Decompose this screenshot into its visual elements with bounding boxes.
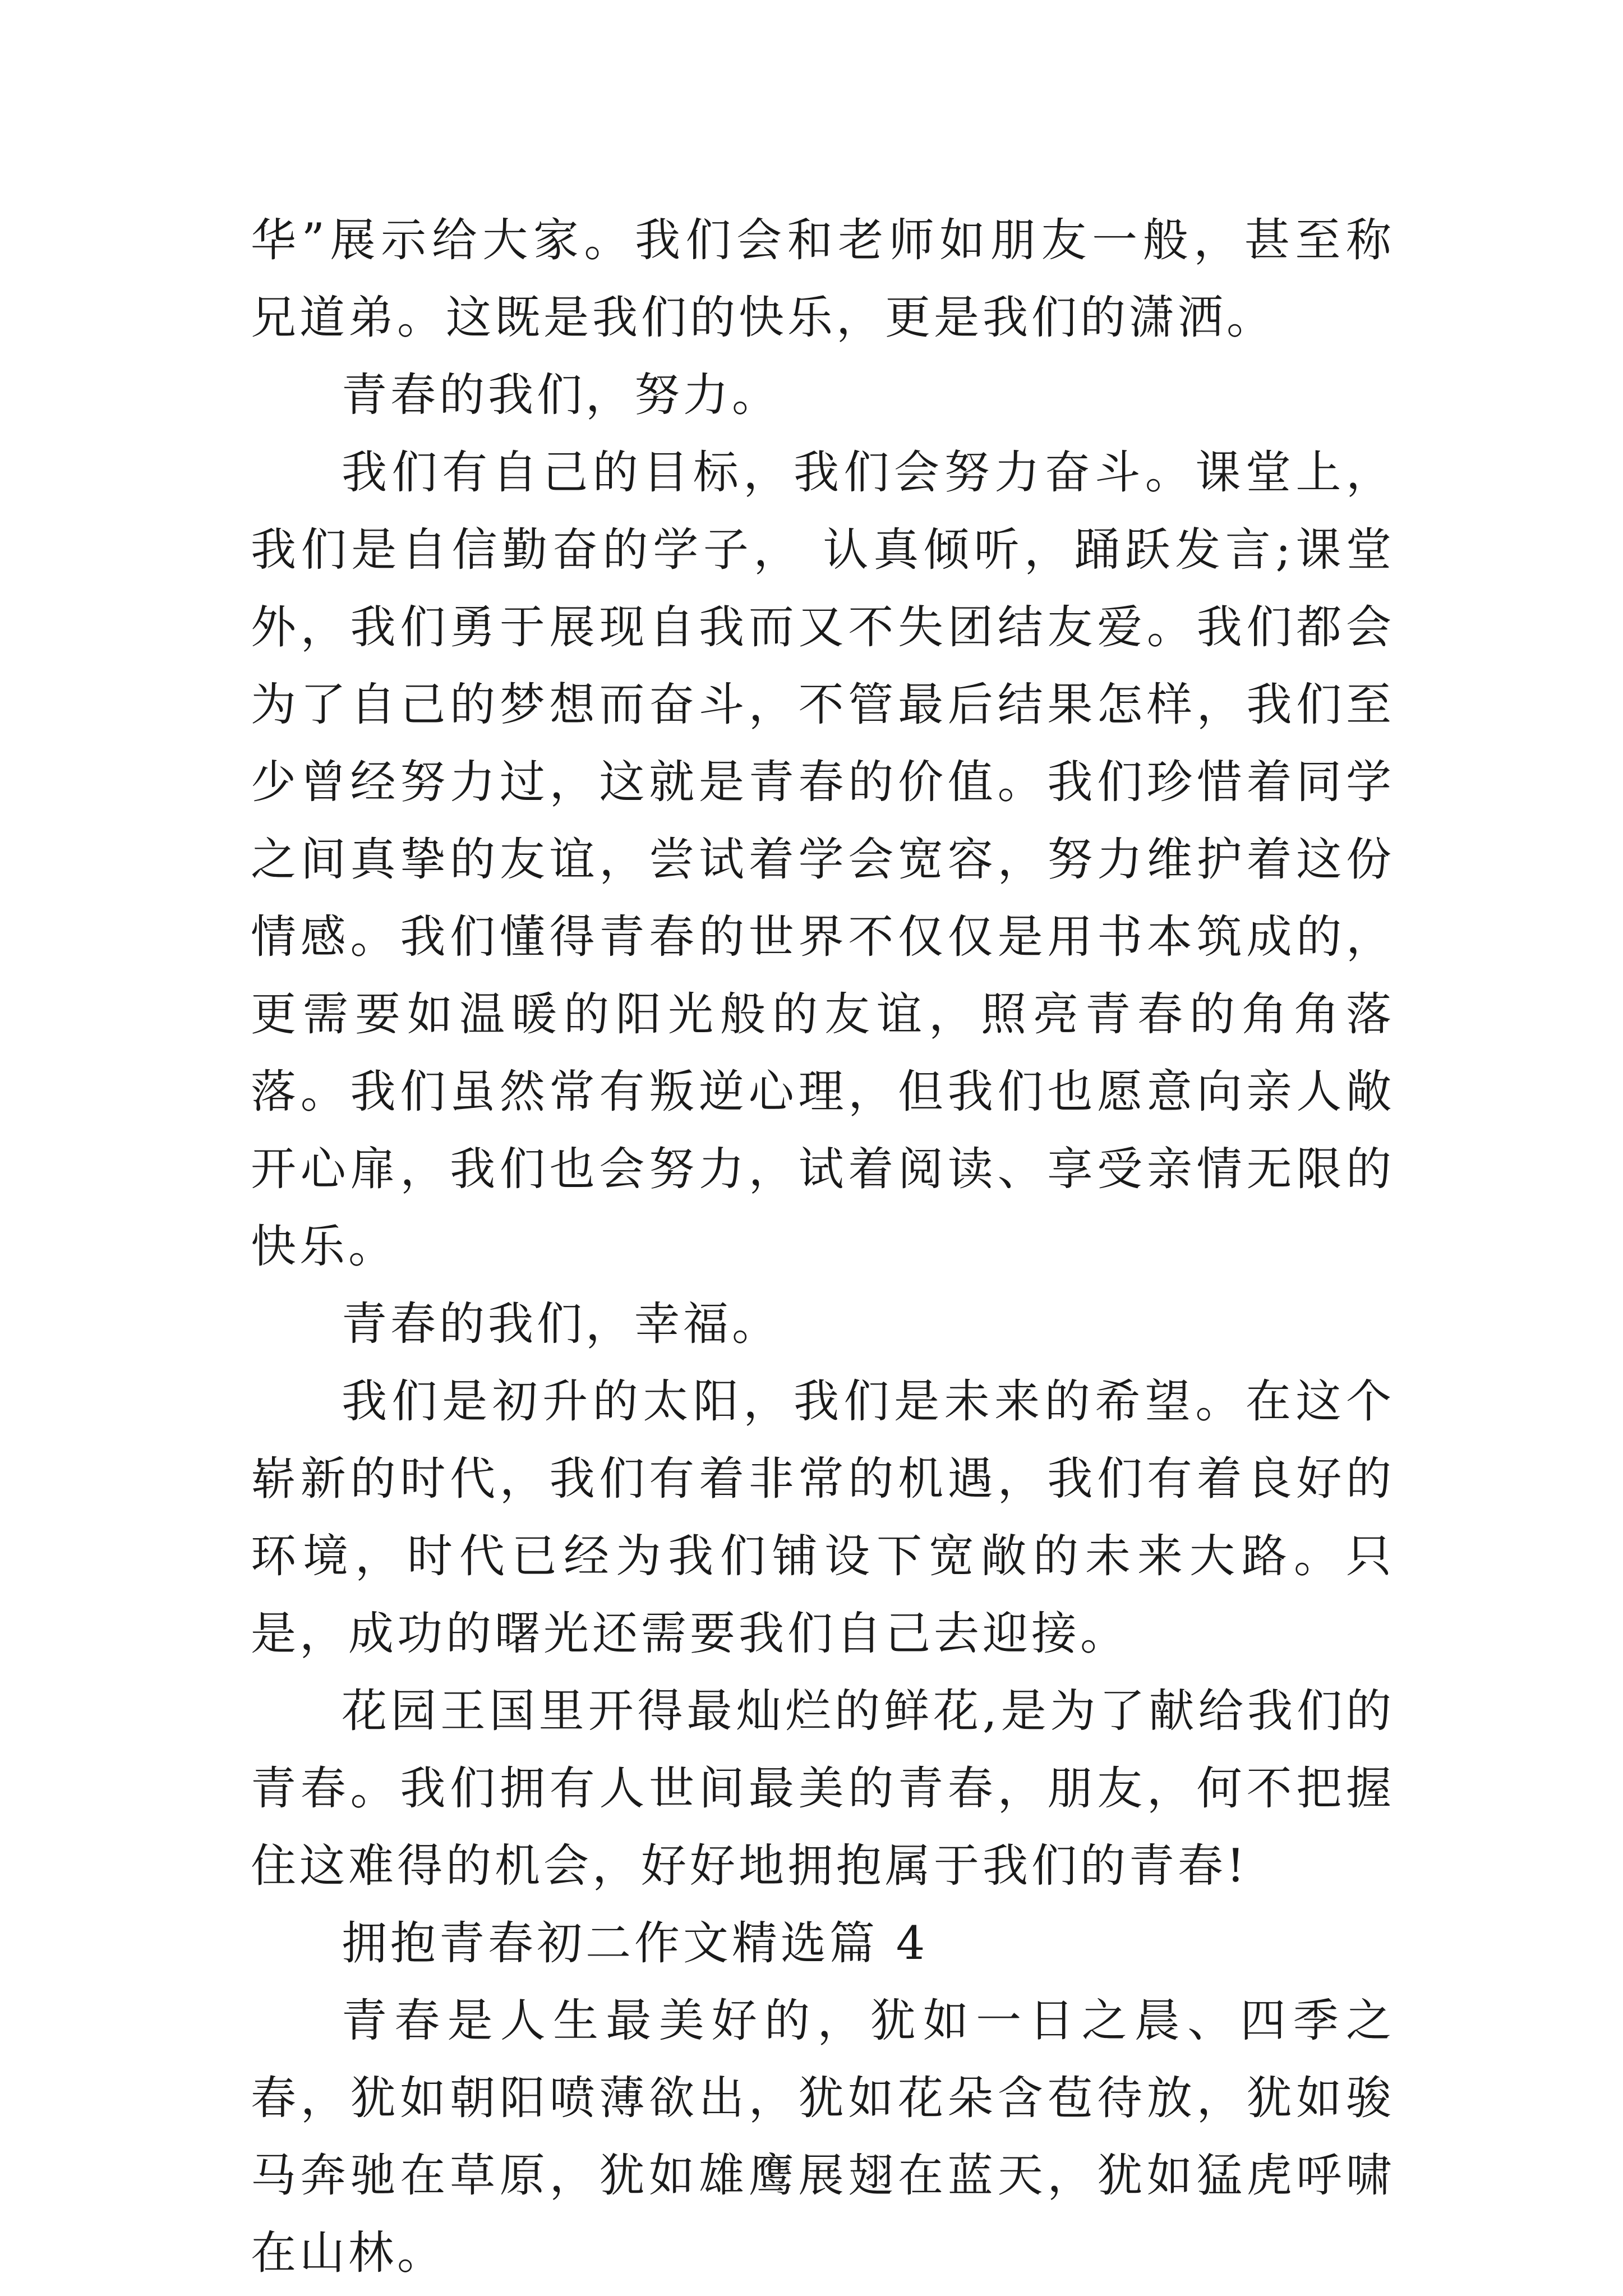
paragraph-1: 华”展示给大家。我们会和老师如朋友一般，甚至称兄道弟。这既是我们的快乐，更是我们的潇洒。 — [251, 214, 1395, 344]
paragraph-heading-effort: 青春的我们，努力。 — [342, 369, 781, 422]
document-body — [251, 202, 1395, 2292]
paragraph-heading-happiness: 青春的我们，幸福。 — [342, 1298, 781, 1351]
section-title: 拥抱青春初二作文精选篇 4 — [342, 1917, 929, 1970]
paragraph-5: 我们是初升的太阳，我们是未来的希望。在这个崭新的时代，我们有着非常的机遇，我们有着良好的环境，时代已经为我们铺设下宽敞的未来大路。只是，成功的曙光还需要我们自己去迎接。 — [251, 1375, 1395, 1660]
paragraph-8: 青春是人生最美好的，犹如一日之晨、四季之春，犹如朝阳喷薄欲出，犹如花朵含苞待放，犹如骏马奔驰在草原，犹如雄鹰展翅在蓝天，犹如猛虎呼啸在山林。 — [251, 1995, 1395, 2280]
paragraph-3: 我们有自己的目标，我们会努力奋斗。课堂上，我们是自信勤奋的学子， 认真倾听，踊跃发言;课堂外，我们勇于展现自我而又不失团结友爱。我们都会为了自己的梦想而奋斗，不管最后结果怎样，我们至少曾经努力过，这就是青春的价值。我们珍惜着同学之间真挚的友谊，尝试着学会宽容，努力维护着这份情感。我们懂得青春的世界不仅仅是用书本筑成的，更需要如温暖的阳光般的友谊，照亮青春的角角落落。我们虽然常有叛逆心理，但我们也愿意向亲人敞开心扉，我们也会努力，试着阅读、享受亲情无限的快乐。 — [251, 447, 1395, 1273]
paragraph-6: 花园王国里开得最灿烂的鲜花,是为了献给我们的青春。我们拥有人世间最美的青春，朋友，何不把握住这难得的机会，好好地拥抱属于我们的青春! — [251, 1685, 1395, 1893]
